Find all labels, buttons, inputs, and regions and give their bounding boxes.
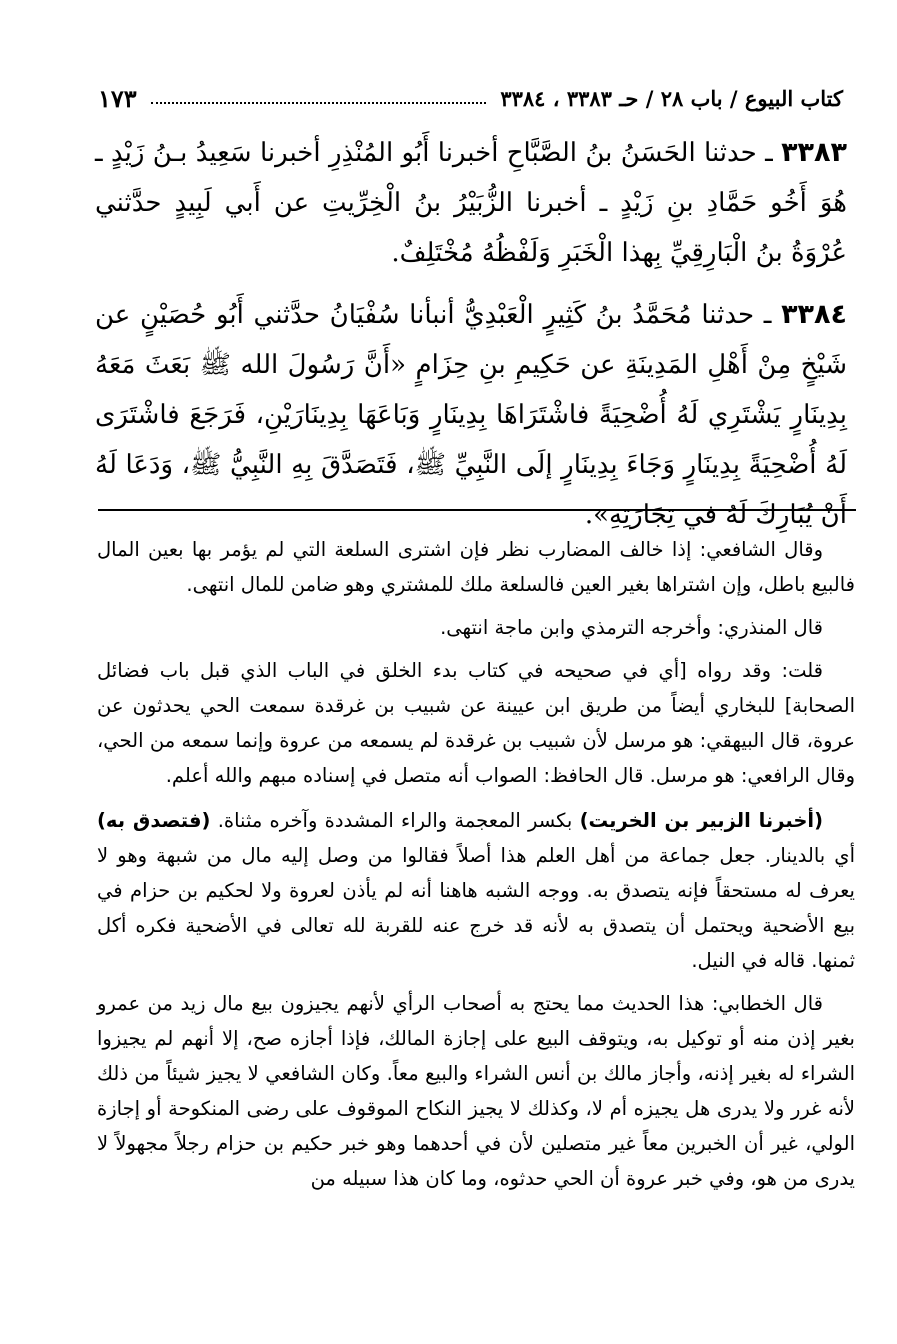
page-header [98, 78, 843, 118]
hadith-3383 [95, 128, 847, 278]
commentary-text: أي بالدينار. جعل جماعة من أهل العلم هذا أصلاً فقالوا من وصل إليه مال من شبهة وهو لا يعرف له مستحقاً فإنه يتصدق به. ووجه الشبه هاهنا أنه لم يأذن لعروة ولا لحكيم بن حزام في بيع الأضحية ويحتمل أن يتصدق به لأنه قد خرج عنه للقربة لله تعالى في الأضحية فكره أكل ثمنها. قاله في النيل. [97, 844, 855, 972]
commentary-paragraph-shafii: وقال الشافعي: إذا خالف المضارب نظر فإن اشترى السلعة التي لم يؤمر بها بعين المال فالبيع باطل، وإن اشتراها بغير العين فالسلعة ملك للمشتري وهو ضامن للمال انتهى. [97, 538, 855, 596]
commentary-lead: (أخبرنا الزبير بن الخريت) [579, 809, 823, 832]
hadith-text: ـ حدثنا الحَسَنُ بنُ الصَّبَّاحِ أخبرنا أَبُو المُنْذِرِ أخبرنا سَعِيدُ بـنُ زَيْدٍ ـ هُوَ أَخُو حَمَّادِ بنِ زَيْدٍ ـ أخبرنا الزُّبَيْرُ بنُ الْخِرِّيتِ عن أَبي لَبِيدٍ حدَّثني عُرْوَةُ بنُ الْبَارِقِيِّ بِهذا الْخَبَرِ وَلَفْظُهُ مُخْتَلِفٌ. [95, 138, 847, 268]
dotted-leader [151, 92, 487, 104]
commentary-paragraph-qultu: قلت: وقد رواه [أي في صحيحه في كتاب بدء الخلق في الباب الذي قبل باب فضائل الصحابة] للبخاري أيضاً من طريق ابن عيينة عن شبيب بن غرقدة سمعت الحي يحدثون عن عروة، قال البيهقي: هو مرسل لأن شبيب بن غرقدة لم يسمعه من عروة وإنما سمعه من الحي، وقال الرافعي: هو مرسل. قال الحافظ: الصواب أنه متصل في إسناده مبهم والله أعلم. [97, 659, 855, 787]
hadith-text: ـ حدثنا مُحَمَّدُ بنُ كَثِيرٍ الْعَبْدِيُّ أنبأنا سُفْيَانُ حدَّثني أَبُو حُصَيْنٍ عن شَيْخٍ مِنْ أَهْلِ المَدِينَةِ عن حَكِيمِ بنِ حِزَامٍ «أَنَّ رَسُولَ الله ﷺ بَعَثَ مَعَهُ بِدِينَارٍ يَشْتَرِي لَهُ أُضْحِيَةً فاشْتَرَاهَا بِدِينَارٍ وَبَاعَهَا بِدِينَارَيْنِ، فَرَجَعَ فاشْتَرَى لَهُ أُضْحِيَةً بِدِينَارٍ وَجَاءَ بِدِينَارٍ إلَى النَّبِيِّ ﷺ، فَتَصَدَّقَ بِهِ النَّبِيُّ ﷺ، وَدَعَا لَهُ أَنْ يُبَارِكَ لَهُ في تِجَارَتِهِ». [95, 300, 847, 530]
hadith-number: ٣٣٨٤ [781, 299, 847, 330]
commentary-lead: (فتصدق به) [97, 809, 211, 832]
commentary-paragraph-zubair [97, 803, 855, 978]
commentary-paragraph-mundhiri: قال المنذري: وأخرجه الترمذي وابن ماجة انتهى. [440, 616, 823, 639]
footnote-divider [98, 509, 856, 511]
hadith-3384 [95, 290, 847, 540]
hadith-number: ٣٣٨٣ [781, 137, 847, 168]
commentary-paragraph-khattabi: قال الخطابي: هذا الحديث مما يحتج به أصحاب الرأي لأنهم يجيزون بيع مال زيد من عمرو بغير إذن منه أو توكيل به، ويتوقف البيع على إجازة المالك، فإذا أجازه صح، إلا أنهم لم يجيزوا الشراء له بغير إذنه، وأجاز مالك بن أنس الشراء والبيع معاً. وكان الشافعي لا يجيز شيئاً من ذلك لأنه غرر ولا يدرى هل يجيزه أم لا، وكذلك لا يجيز النكاح الموقوف على رضى المنكوحة أو إجازة الولي، غير أن الخبرين معاً غير متصلين لأن في أحدهما وهو خبر حكيم بن حزام رجلاً مجهولاً لا يدرى من هو، وفي خبر عروة أن الحي حدثوه، وما كان هذا سبيله من [97, 992, 855, 1190]
commentary [97, 532, 855, 1204]
page-number: ١٧٣ [98, 83, 137, 113]
running-head: كتاب البيوع / باب ٢٨ / حـ ٣٣٨٣ ، ٣٣٨٤ [500, 85, 843, 111]
commentary-text: بكسر المعجمة والراء المشددة وآخره مثناة. [210, 809, 580, 832]
